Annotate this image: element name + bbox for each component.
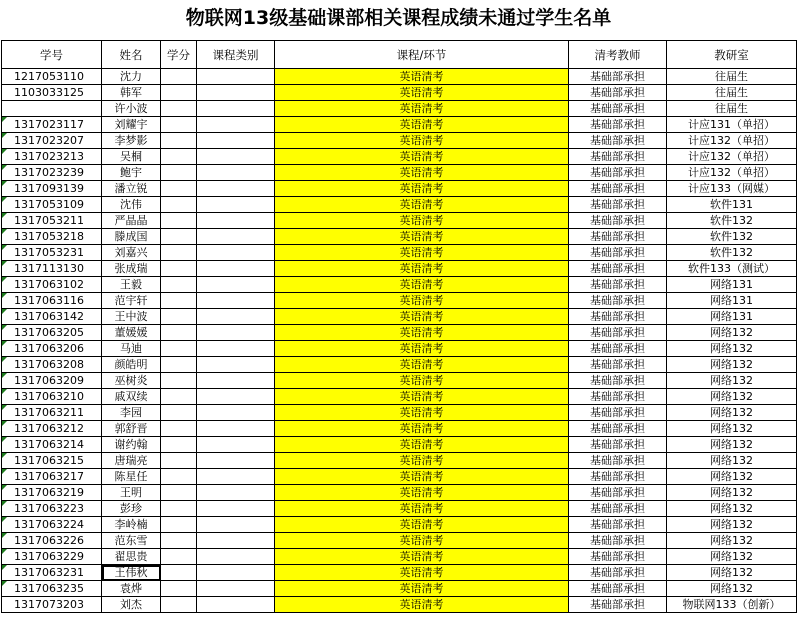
cell-name[interactable]: 巫树炎 xyxy=(102,373,161,389)
cell-category[interactable] xyxy=(197,69,275,85)
cell-credit[interactable] xyxy=(161,309,197,325)
cell-office[interactable]: 网络132 xyxy=(667,389,797,405)
cell-teacher[interactable]: 基础部承担 xyxy=(569,165,667,181)
cell-name[interactable]: 马迪 xyxy=(102,341,161,357)
cell-name[interactable]: 李梦影 xyxy=(102,133,161,149)
cell-category[interactable] xyxy=(197,293,275,309)
cell-student-id[interactable]: 1317053218 xyxy=(2,229,102,245)
cell-teacher[interactable]: 基础部承担 xyxy=(569,373,667,389)
cell-credit[interactable] xyxy=(161,229,197,245)
cell-office[interactable]: 计应132（单招） xyxy=(667,165,797,181)
cell-credit[interactable] xyxy=(161,213,197,229)
cell-teacher[interactable]: 基础部承担 xyxy=(569,101,667,117)
header-course[interactable]: 课程/环节 xyxy=(275,41,569,69)
cell-category[interactable] xyxy=(197,85,275,101)
cell-student-id[interactable]: 1317063231 xyxy=(2,565,102,581)
cell-name[interactable]: 戚双续 xyxy=(102,389,161,405)
cell-course[interactable]: 英语清考 xyxy=(275,565,569,581)
cell-name[interactable]: 谢约翰 xyxy=(102,437,161,453)
cell-credit[interactable] xyxy=(161,341,197,357)
cell-name[interactable]: 沈力 xyxy=(102,69,161,85)
cell-name[interactable]: 严晶晶 xyxy=(102,213,161,229)
cell-student-id[interactable]: 1317063205 xyxy=(2,325,102,341)
cell-name[interactable]: 董媛媛 xyxy=(102,325,161,341)
cell-student-id[interactable]: 1317063211 xyxy=(2,405,102,421)
cell-credit[interactable] xyxy=(161,389,197,405)
cell-teacher[interactable]: 基础部承担 xyxy=(569,389,667,405)
cell-category[interactable] xyxy=(197,565,275,581)
cell-course[interactable]: 英语清考 xyxy=(275,549,569,565)
student-table xyxy=(1,40,797,613)
table-row xyxy=(2,101,797,117)
cell-office[interactable]: 往届生 xyxy=(667,69,797,85)
cell-name[interactable]: 王毅 xyxy=(102,277,161,293)
cell-teacher[interactable]: 基础部承担 xyxy=(569,277,667,293)
table-row xyxy=(2,197,797,213)
table-row xyxy=(2,165,797,181)
header-office[interactable]: 教研室 xyxy=(667,41,797,69)
cell-teacher[interactable]: 基础部承担 xyxy=(569,533,667,549)
cell-name[interactable]: 许小波 xyxy=(102,101,161,117)
cell-teacher[interactable]: 基础部承担 xyxy=(569,405,667,421)
cell-credit[interactable] xyxy=(161,325,197,341)
cell-teacher[interactable]: 基础部承担 xyxy=(569,485,667,501)
cell-student-id[interactable]: 1317063206 xyxy=(2,341,102,357)
cell-category[interactable] xyxy=(197,485,275,501)
cell-course[interactable]: 英语清考 xyxy=(275,117,569,133)
cell-student-id[interactable]: 1317063215 xyxy=(2,453,102,469)
cell-category[interactable] xyxy=(197,421,275,437)
cell-office[interactable]: 往届生 xyxy=(667,101,797,117)
cell-office[interactable]: 物联网133（创新） xyxy=(667,597,797,613)
cell-credit[interactable] xyxy=(161,149,197,165)
cell-office[interactable]: 网络132 xyxy=(667,517,797,533)
cell-office[interactable]: 网络132 xyxy=(667,437,797,453)
cell-office[interactable]: 网络132 xyxy=(667,405,797,421)
cell-course[interactable]: 英语清考 xyxy=(275,213,569,229)
cell-teacher[interactable]: 基础部承担 xyxy=(569,341,667,357)
cell-teacher[interactable]: 基础部承担 xyxy=(569,117,667,133)
cell-teacher[interactable]: 基础部承担 xyxy=(569,229,667,245)
cell-office[interactable]: 网络131 xyxy=(667,309,797,325)
cell-teacher[interactable]: 基础部承担 xyxy=(569,325,667,341)
table-row xyxy=(2,309,797,325)
cell-credit[interactable] xyxy=(161,453,197,469)
cell-office[interactable]: 网络132 xyxy=(667,549,797,565)
cell-name[interactable]: 滕成国 xyxy=(102,229,161,245)
cell-name[interactable]: 韩军 xyxy=(102,85,161,101)
cell-teacher[interactable]: 基础部承担 xyxy=(569,133,667,149)
cell-category[interactable] xyxy=(197,261,275,277)
cell-course[interactable]: 英语清考 xyxy=(275,581,569,597)
cell-student-id[interactable]: 1103033125 xyxy=(2,85,102,101)
cell-name[interactable]: 彭珍 xyxy=(102,501,161,517)
cell-teacher[interactable]: 基础部承担 xyxy=(569,245,667,261)
header-credit[interactable]: 学分 xyxy=(161,41,197,69)
cell-credit[interactable] xyxy=(161,181,197,197)
cell-office[interactable]: 网络131 xyxy=(667,277,797,293)
cell-teacher[interactable]: 基础部承担 xyxy=(569,453,667,469)
cell-credit[interactable] xyxy=(161,581,197,597)
cell-course[interactable]: 英语清考 xyxy=(275,293,569,309)
cell-course[interactable]: 英语清考 xyxy=(275,389,569,405)
cell-course[interactable]: 英语清考 xyxy=(275,181,569,197)
cell-name[interactable]: 李园 xyxy=(102,405,161,421)
cell-office[interactable]: 网络132 xyxy=(667,501,797,517)
cell-student-id[interactable] xyxy=(2,101,102,117)
cell-course[interactable]: 英语清考 xyxy=(275,453,569,469)
cell-teacher[interactable]: 基础部承担 xyxy=(569,549,667,565)
cell-student-id[interactable]: 1317093139 xyxy=(2,181,102,197)
table-row xyxy=(2,581,797,597)
cell-category[interactable] xyxy=(197,197,275,213)
cell-name[interactable]: 李岭楠 xyxy=(102,517,161,533)
table-row xyxy=(2,181,797,197)
cell-credit[interactable] xyxy=(161,469,197,485)
cell-name[interactable]: 刘耀宇 xyxy=(102,117,161,133)
cell-office[interactable]: 网络132 xyxy=(667,421,797,437)
cell-category[interactable] xyxy=(197,149,275,165)
cell-category[interactable] xyxy=(197,277,275,293)
cell-course[interactable]: 英语清考 xyxy=(275,325,569,341)
cell-student-id[interactable]: 1317113130 xyxy=(2,261,102,277)
cell-teacher[interactable]: 基础部承担 xyxy=(569,469,667,485)
table-row xyxy=(2,565,797,581)
cell-credit[interactable] xyxy=(161,533,197,549)
cell-teacher[interactable]: 基础部承担 xyxy=(569,213,667,229)
cell-credit[interactable] xyxy=(161,261,197,277)
cell-credit[interactable] xyxy=(161,517,197,533)
cell-category[interactable] xyxy=(197,405,275,421)
table-row xyxy=(2,293,797,309)
cell-office[interactable]: 网络132 xyxy=(667,341,797,357)
cell-course[interactable]: 英语清考 xyxy=(275,597,569,613)
cell-credit[interactable] xyxy=(161,117,197,133)
cell-course[interactable]: 英语清考 xyxy=(275,133,569,149)
cell-name[interactable]: 陈星任 xyxy=(102,469,161,485)
table-row xyxy=(2,501,797,517)
cell-office[interactable]: 计应133（网媒） xyxy=(667,181,797,197)
cell-credit[interactable] xyxy=(161,197,197,213)
cell-name[interactable]: 刘杰 xyxy=(102,597,161,613)
cell-teacher[interactable]: 基础部承担 xyxy=(569,437,667,453)
cell-course[interactable]: 英语清考 xyxy=(275,501,569,517)
cell-course[interactable]: 英语清考 xyxy=(275,165,569,181)
table-row xyxy=(2,437,797,453)
cell-course[interactable]: 英语清考 xyxy=(275,197,569,213)
cell-student-id[interactable]: 1317063214 xyxy=(2,437,102,453)
table-row xyxy=(2,245,797,261)
cell-credit[interactable] xyxy=(161,437,197,453)
cell-office[interactable]: 网络132 xyxy=(667,325,797,341)
table-row xyxy=(2,533,797,549)
cell-name[interactable]: 范宇轩 xyxy=(102,293,161,309)
cell-category[interactable] xyxy=(197,581,275,597)
cell-name[interactable]: 王伟秋 xyxy=(102,565,161,581)
header-row xyxy=(2,41,797,69)
header-teacher[interactable]: 清考教师 xyxy=(569,41,667,69)
table-row xyxy=(2,325,797,341)
cell-category[interactable] xyxy=(197,117,275,133)
cell-course[interactable]: 英语清考 xyxy=(275,357,569,373)
cell-category[interactable] xyxy=(197,357,275,373)
cell-credit[interactable] xyxy=(161,293,197,309)
cell-office[interactable]: 软件132 xyxy=(667,213,797,229)
table-row xyxy=(2,229,797,245)
cell-credit[interactable] xyxy=(161,501,197,517)
cell-category[interactable] xyxy=(197,501,275,517)
table-row xyxy=(2,421,797,437)
cell-credit[interactable] xyxy=(161,357,197,373)
cell-name[interactable]: 王中波 xyxy=(102,309,161,325)
cell-category[interactable] xyxy=(197,181,275,197)
cell-student-id[interactable]: 1317063235 xyxy=(2,581,102,597)
cell-teacher[interactable]: 基础部承担 xyxy=(569,85,667,101)
cell-category[interactable] xyxy=(197,373,275,389)
header-student-id[interactable]: 学号 xyxy=(2,41,102,69)
cell-office[interactable]: 网络132 xyxy=(667,357,797,373)
cell-name[interactable]: 唐瑞亮 xyxy=(102,453,161,469)
cell-name[interactable]: 翟思贵 xyxy=(102,549,161,565)
cell-category[interactable] xyxy=(197,309,275,325)
table-row xyxy=(2,517,797,533)
cell-teacher[interactable]: 基础部承担 xyxy=(569,517,667,533)
cell-category[interactable] xyxy=(197,213,275,229)
cell-teacher[interactable]: 基础部承担 xyxy=(569,421,667,437)
cell-course[interactable]: 英语清考 xyxy=(275,69,569,85)
cell-student-id[interactable]: 1317063217 xyxy=(2,469,102,485)
cell-course[interactable]: 英语清考 xyxy=(275,485,569,501)
cell-name[interactable]: 潘立锐 xyxy=(102,181,161,197)
cell-category[interactable] xyxy=(197,325,275,341)
cell-teacher[interactable]: 基础部承担 xyxy=(569,261,667,277)
cell-teacher[interactable]: 基础部承担 xyxy=(569,197,667,213)
cell-credit[interactable] xyxy=(161,405,197,421)
cell-teacher[interactable]: 基础部承担 xyxy=(569,597,667,613)
cell-credit[interactable] xyxy=(161,69,197,85)
page-title: 物联网13级基础课部相关课程成绩未通过学生名单 xyxy=(185,7,612,29)
cell-name[interactable]: 王明 xyxy=(102,485,161,501)
cell-teacher[interactable]: 基础部承担 xyxy=(569,181,667,197)
table-row xyxy=(2,373,797,389)
cell-name[interactable]: 颜皓明 xyxy=(102,357,161,373)
cell-category[interactable] xyxy=(197,389,275,405)
cell-student-id[interactable]: 1317063224 xyxy=(2,517,102,533)
cell-office[interactable]: 网络132 xyxy=(667,565,797,581)
cell-student-id[interactable]: 1217053110 xyxy=(2,69,102,85)
cell-teacher[interactable]: 基础部承担 xyxy=(569,501,667,517)
cell-office[interactable]: 软件131 xyxy=(667,197,797,213)
cell-teacher[interactable]: 基础部承担 xyxy=(569,149,667,165)
table-row xyxy=(2,277,797,293)
cell-course[interactable]: 英语清考 xyxy=(275,533,569,549)
cell-student-id[interactable]: 1317063142 xyxy=(2,309,102,325)
cell-course[interactable]: 英语清考 xyxy=(275,373,569,389)
cell-student-id[interactable]: 1317023117 xyxy=(2,117,102,133)
cell-credit[interactable] xyxy=(161,597,197,613)
cell-office[interactable]: 软件132 xyxy=(667,229,797,245)
table-row xyxy=(2,453,797,469)
cell-category[interactable] xyxy=(197,133,275,149)
cell-category[interactable] xyxy=(197,229,275,245)
table-row xyxy=(2,357,797,373)
cell-course[interactable]: 英语清考 xyxy=(275,309,569,325)
cell-student-id[interactable]: 1317073203 xyxy=(2,597,102,613)
table-row xyxy=(2,469,797,485)
cell-credit[interactable] xyxy=(161,277,197,293)
cell-office[interactable]: 计应132（单招） xyxy=(667,149,797,165)
cell-course[interactable]: 英语清考 xyxy=(275,261,569,277)
cell-office[interactable]: 网络132 xyxy=(667,373,797,389)
cell-teacher[interactable]: 基础部承担 xyxy=(569,69,667,85)
cell-course[interactable]: 英语清考 xyxy=(275,421,569,437)
cell-course[interactable]: 英语清考 xyxy=(275,229,569,245)
cell-name[interactable]: 沈伟 xyxy=(102,197,161,213)
cell-category[interactable] xyxy=(197,453,275,469)
cell-category[interactable] xyxy=(197,341,275,357)
table-row xyxy=(2,389,797,405)
cell-teacher[interactable]: 基础部承担 xyxy=(569,357,667,373)
cell-course[interactable]: 英语清考 xyxy=(275,149,569,165)
cell-name[interactable]: 吴桐 xyxy=(102,149,161,165)
cell-course[interactable]: 英语清考 xyxy=(275,517,569,533)
cell-category[interactable] xyxy=(197,437,275,453)
cell-student-id[interactable]: 1317053231 xyxy=(2,245,102,261)
cell-credit[interactable] xyxy=(161,85,197,101)
cell-course[interactable]: 英语清考 xyxy=(275,341,569,357)
cell-student-id[interactable]: 1317063116 xyxy=(2,293,102,309)
cell-student-id[interactable]: 1317023213 xyxy=(2,149,102,165)
cell-office[interactable]: 网络132 xyxy=(667,469,797,485)
table-row xyxy=(2,341,797,357)
cell-credit[interactable] xyxy=(161,101,197,117)
table-row xyxy=(2,597,797,613)
cell-student-id[interactable]: 1317063208 xyxy=(2,357,102,373)
cell-credit[interactable] xyxy=(161,373,197,389)
cell-name[interactable]: 袁烨 xyxy=(102,581,161,597)
cell-course[interactable]: 英语清考 xyxy=(275,469,569,485)
cell-course[interactable]: 英语清考 xyxy=(275,405,569,421)
cell-student-id[interactable]: 1317053211 xyxy=(2,213,102,229)
cell-office[interactable]: 软件133（测试） xyxy=(667,261,797,277)
cell-course[interactable]: 英语清考 xyxy=(275,245,569,261)
table-row xyxy=(2,117,797,133)
cell-student-id[interactable]: 1317063226 xyxy=(2,533,102,549)
cell-name[interactable]: 郭舒晋 xyxy=(102,421,161,437)
cell-course[interactable]: 英语清考 xyxy=(275,437,569,453)
table-row xyxy=(2,405,797,421)
cell-category[interactable] xyxy=(197,245,275,261)
cell-office[interactable]: 网络132 xyxy=(667,453,797,469)
table-row xyxy=(2,133,797,149)
cell-name[interactable]: 范东雪 xyxy=(102,533,161,549)
table-row xyxy=(2,261,797,277)
cell-name[interactable]: 鲍宇 xyxy=(102,165,161,181)
cell-student-id[interactable]: 1317063102 xyxy=(2,277,102,293)
cell-student-id[interactable]: 1317023207 xyxy=(2,133,102,149)
cell-credit[interactable] xyxy=(161,245,197,261)
cell-student-id[interactable]: 1317023239 xyxy=(2,165,102,181)
cell-student-id[interactable]: 1317063210 xyxy=(2,389,102,405)
cell-student-id[interactable]: 1317063229 xyxy=(2,549,102,565)
cell-category[interactable] xyxy=(197,101,275,117)
cell-student-id[interactable]: 1317063212 xyxy=(2,421,102,437)
cell-student-id[interactable]: 1317053109 xyxy=(2,197,102,213)
cell-category[interactable] xyxy=(197,533,275,549)
header-name[interactable]: 姓名 xyxy=(102,41,161,69)
cell-credit[interactable] xyxy=(161,165,197,181)
cell-office[interactable]: 网络132 xyxy=(667,485,797,501)
cell-student-id[interactable]: 1317063219 xyxy=(2,485,102,501)
cell-student-id[interactable]: 1317063209 xyxy=(2,373,102,389)
cell-teacher[interactable]: 基础部承担 xyxy=(569,309,667,325)
cell-name[interactable]: 张成瑞 xyxy=(102,261,161,277)
cell-credit[interactable] xyxy=(161,485,197,501)
cell-teacher[interactable]: 基础部承担 xyxy=(569,581,667,597)
cell-office[interactable]: 网络132 xyxy=(667,533,797,549)
cell-office[interactable]: 软件132 xyxy=(667,245,797,261)
cell-category[interactable] xyxy=(197,597,275,613)
cell-teacher[interactable]: 基础部承担 xyxy=(569,565,667,581)
table-row xyxy=(2,485,797,501)
cell-credit[interactable] xyxy=(161,421,197,437)
cell-name[interactable]: 刘嘉兴 xyxy=(102,245,161,261)
cell-course[interactable]: 英语清考 xyxy=(275,101,569,117)
cell-student-id[interactable]: 1317063223 xyxy=(2,501,102,517)
cell-course[interactable]: 英语清考 xyxy=(275,85,569,101)
cell-office[interactable]: 计应132（单招） xyxy=(667,133,797,149)
table-row xyxy=(2,149,797,165)
cell-office[interactable]: 往届生 xyxy=(667,85,797,101)
cell-teacher[interactable]: 基础部承担 xyxy=(569,293,667,309)
cell-category[interactable] xyxy=(197,549,275,565)
cell-category[interactable] xyxy=(197,165,275,181)
cell-category[interactable] xyxy=(197,469,275,485)
table-row xyxy=(2,213,797,229)
table-row xyxy=(2,69,797,85)
header-category[interactable]: 课程类别 xyxy=(197,41,275,69)
cell-credit[interactable] xyxy=(161,549,197,565)
table-row xyxy=(2,85,797,101)
cell-credit[interactable] xyxy=(161,133,197,149)
cell-office[interactable]: 网络131 xyxy=(667,293,797,309)
cell-credit[interactable] xyxy=(161,565,197,581)
cell-course[interactable]: 英语清考 xyxy=(275,277,569,293)
cell-category[interactable] xyxy=(197,517,275,533)
cell-office[interactable]: 网络132 xyxy=(667,581,797,597)
table-row xyxy=(2,549,797,565)
cell-office[interactable]: 计应131（单招） xyxy=(667,117,797,133)
